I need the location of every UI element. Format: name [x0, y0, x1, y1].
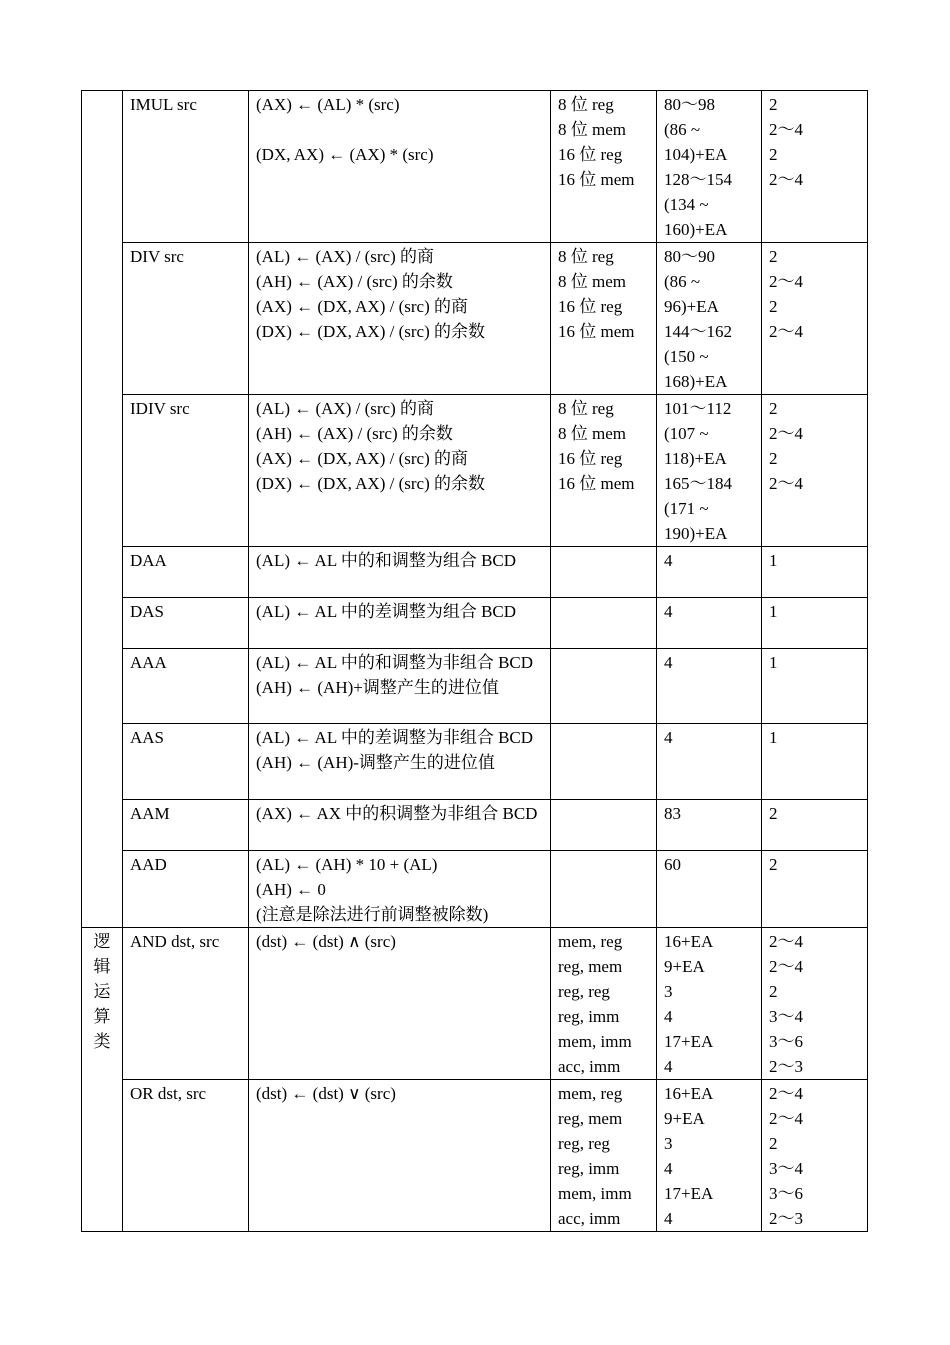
table-row [82, 800, 868, 851]
clocks-cell: 4 [657, 724, 762, 800]
operand-cell: mem, reg reg, mem reg, reg reg, imm mem, imm acc, imm [551, 1080, 657, 1232]
bytes-cell: 2 [762, 851, 868, 928]
operation-cell: (AL) ← AL 中的差调整为组合 BCD [249, 598, 551, 649]
category-cell [82, 928, 123, 1232]
instruction-cell: DAS [123, 598, 249, 649]
instruction-cell: IMUL src [123, 91, 249, 243]
operation-cell: (AL) ← AL 中的和调整为组合 BCD [249, 547, 551, 598]
table-row [82, 851, 868, 928]
operation-cell: (AL) ← AL 中的差调整为非组合 BCD (AH) ← (AH)-调整产生的进位值 [249, 724, 551, 800]
clocks-cell: 83 [657, 800, 762, 851]
table-row [82, 1080, 868, 1232]
bytes-cell: 2 2～4 2 2～4 [762, 243, 868, 395]
instruction-table [81, 90, 868, 1232]
bytes-cell: 1 [762, 649, 868, 724]
operation-cell: (AL) ← AL 中的和调整为非组合 BCD (AH) ← (AH)+调整产生的进位值 [249, 649, 551, 724]
bytes-cell: 2～4 2～4 2 3～4 3～6 2～3 [762, 1080, 868, 1232]
clocks-cell: 4 [657, 598, 762, 649]
operation-cell: (AX) ← AX 中的积调整为非组合 BCD [249, 800, 551, 851]
clocks-cell: 80～90 (86 ~ 96)+EA 144～162 (150 ~ 168)+EA [657, 243, 762, 395]
bytes-cell: 1 [762, 724, 868, 800]
operation-cell: (dst) ← (dst) ∧ (src) [249, 928, 551, 1080]
bytes-cell: 2 [762, 800, 868, 851]
operation-cell: (AL) ← (AH) * 10 + (AL) (AH) ← 0 (注意是除法进行前调整被除数) [249, 851, 551, 928]
instruction-cell: AAD [123, 851, 249, 928]
table-row [82, 243, 868, 395]
operand-cell [551, 724, 657, 800]
category-label: 逻辑运算类 [93, 932, 111, 1051]
instruction-cell: AND dst, src [123, 928, 249, 1080]
table-row [82, 649, 868, 724]
instruction-cell: DAA [123, 547, 249, 598]
instruction-cell: OR dst, src [123, 1080, 249, 1232]
table-row [82, 395, 868, 547]
instruction-cell: DIV src [123, 243, 249, 395]
operation-cell: (dst) ← (dst) ∨ (src) [249, 1080, 551, 1232]
instruction-cell: IDIV src [123, 395, 249, 547]
instruction-cell: AAM [123, 800, 249, 851]
operand-cell: mem, reg reg, mem reg, reg reg, imm mem, imm acc, imm [551, 928, 657, 1080]
operand-cell [551, 598, 657, 649]
instruction-cell: AAA [123, 649, 249, 724]
bytes-cell: 2 2～4 2 2～4 [762, 91, 868, 243]
operation-cell: (AX) ← (AL) * (src) (DX, AX) ← (AX) * (src) [249, 91, 551, 243]
table-row [82, 724, 868, 800]
operand-cell: 8 位 reg 8 位 mem 16 位 reg 16 位 mem [551, 91, 657, 243]
operand-cell [551, 851, 657, 928]
operation-cell: (AL) ← (AX) / (src) 的商 (AH) ← (AX) / (src) 的余数 (AX) ← (DX, AX) / (src) 的商 (DX) ← (DX, AX) / (src) 的余数 [249, 243, 551, 395]
clocks-cell: 16+EA 9+EA 3 4 17+EA 4 [657, 928, 762, 1080]
clocks-cell: 60 [657, 851, 762, 928]
table-row [82, 547, 868, 598]
table-row [82, 928, 868, 1080]
clocks-cell: 4 [657, 547, 762, 598]
operand-cell [551, 649, 657, 724]
operand-cell [551, 800, 657, 851]
operand-cell: 8 位 reg 8 位 mem 16 位 reg 16 位 mem [551, 243, 657, 395]
bytes-cell: 2～4 2～4 2 3～4 3～6 2～3 [762, 928, 868, 1080]
table-row [82, 91, 868, 243]
bytes-cell: 2 2～4 2 2～4 [762, 395, 868, 547]
clocks-cell: 16+EA 9+EA 3 4 17+EA 4 [657, 1080, 762, 1232]
bytes-cell: 1 [762, 547, 868, 598]
table-row [82, 598, 868, 649]
instruction-cell: AAS [123, 724, 249, 800]
clocks-cell: 4 [657, 649, 762, 724]
operand-cell [551, 547, 657, 598]
operation-cell: (AL) ← (AX) / (src) 的商 (AH) ← (AX) / (src) 的余数 (AX) ← (DX, AX) / (src) 的商 (DX) ← (DX, AX) / (src) 的余数 [249, 395, 551, 547]
clocks-cell: 80～98 (86 ~ 104)+EA 128～154 (134 ~ 160)+EA [657, 91, 762, 243]
operand-cell: 8 位 reg 8 位 mem 16 位 reg 16 位 mem [551, 395, 657, 547]
clocks-cell: 101～112 (107 ~ 118)+EA 165～184 (171 ~ 190)+EA [657, 395, 762, 547]
bytes-cell: 1 [762, 598, 868, 649]
category-cell-continued [82, 91, 123, 928]
